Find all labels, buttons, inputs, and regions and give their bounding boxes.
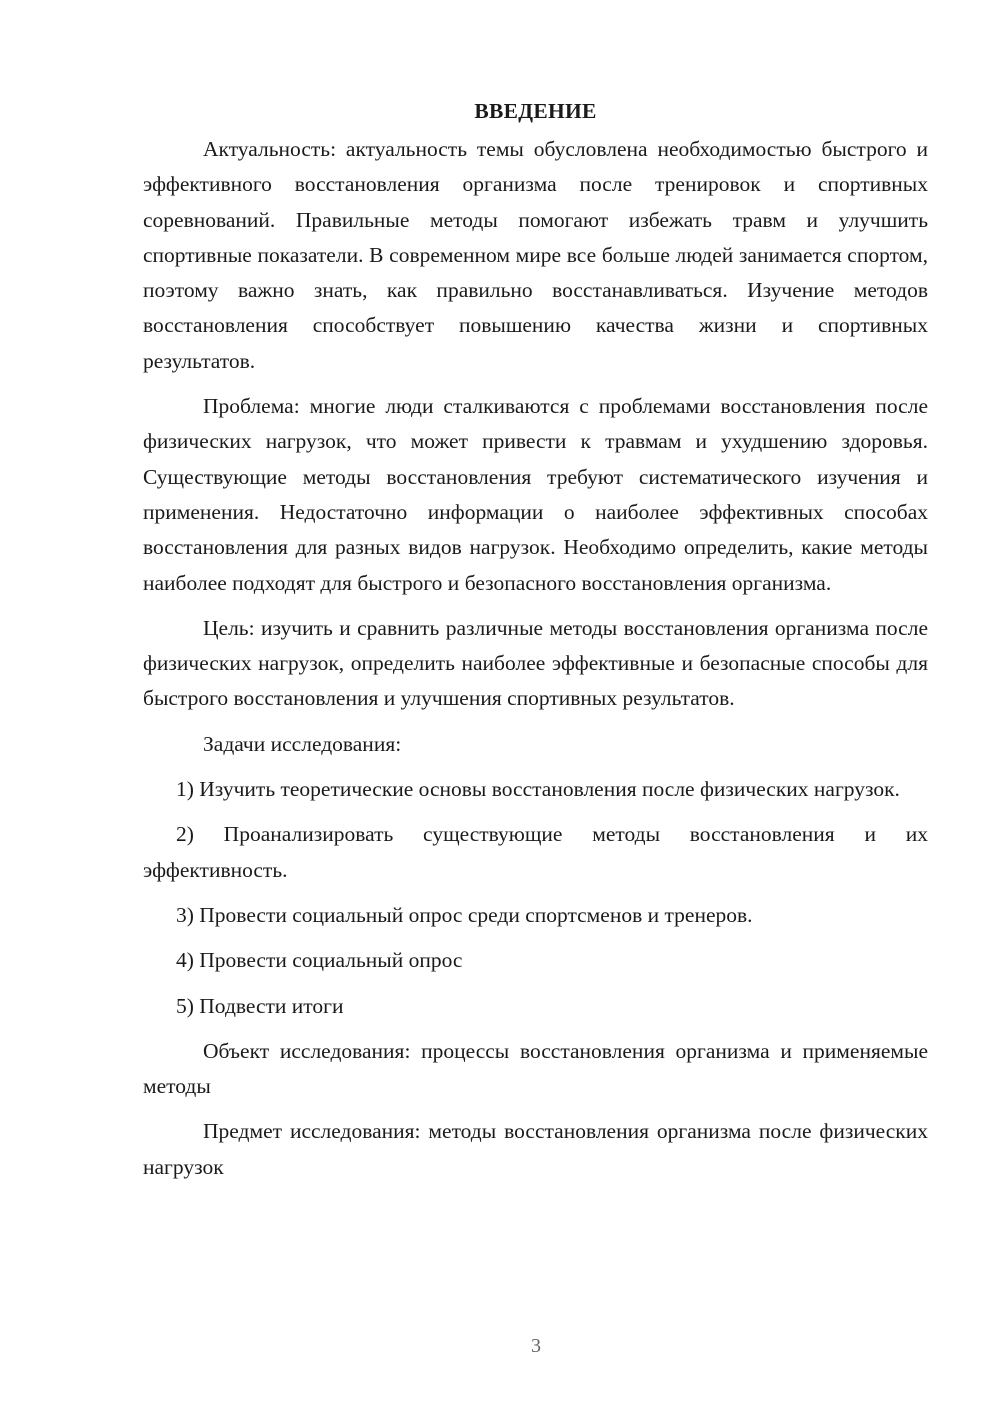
page-title: ВВЕДЕНИЕ bbox=[474, 99, 597, 123]
paragraph-subject: Предмет исследования: методы восстановления организма после физических нагрузок bbox=[143, 1119, 928, 1179]
paragraph-problem: Проблема: многие люди сталкиваются с проблемами восстановления после физических нагрузок, что может привести к травмам и ухудшению здоровья. Существующие методы восстановления требуют систематического изучения и применения. Недостаточно информации о наиболее эффективных способах восстановления для разных видов нагрузок. Необходимо определить, какие методы наиболее подходят для быстрого и безопасного восстановления организма. bbox=[143, 394, 928, 595]
task-item-1: 1) Изучить теоретические основы восстановления после физических нагрузок. bbox=[176, 777, 900, 802]
document-body bbox=[143, 96, 928, 1195]
task-item-3: 3) Провести социальный опрос среди спортсменов и тренеров. bbox=[176, 902, 753, 927]
task-item-2: 2) Проанализировать существующие методы восстановления и их эффективность. bbox=[143, 822, 928, 882]
tasks-heading: Задачи исследования: bbox=[203, 731, 402, 756]
task-item-4: 4) Провести социальный опрос bbox=[176, 948, 463, 973]
task-item-5: 5) Подвести итоги bbox=[176, 993, 344, 1018]
paragraph-goal: Цель: изучить и сравнить различные методы восстановления организма после физических нагрузок, определить наиболее эффективные и безопасные способы для быстрого восстановления и улучшения спортивных результатов. bbox=[143, 615, 928, 711]
paragraph-relevance: Актуальность: актуальность темы обусловлена необходимостью быстрого и эффективного восстановления организма после тренировок и спортивных соревнований. Правильные методы помогают избежать травм и улучшить спортивные показатели. В современном мире все больше людей занимается спортом, поэтому важно знать, как правильно восстанавливаться. Изучение методов восстановления способствует повышению качества жизни и спортивных результатов. bbox=[143, 137, 928, 373]
paragraph-object: Объект исследования: процессы восстановления организма и применяемые методы bbox=[143, 1038, 928, 1099]
page-number: 3 bbox=[531, 1335, 541, 1357]
